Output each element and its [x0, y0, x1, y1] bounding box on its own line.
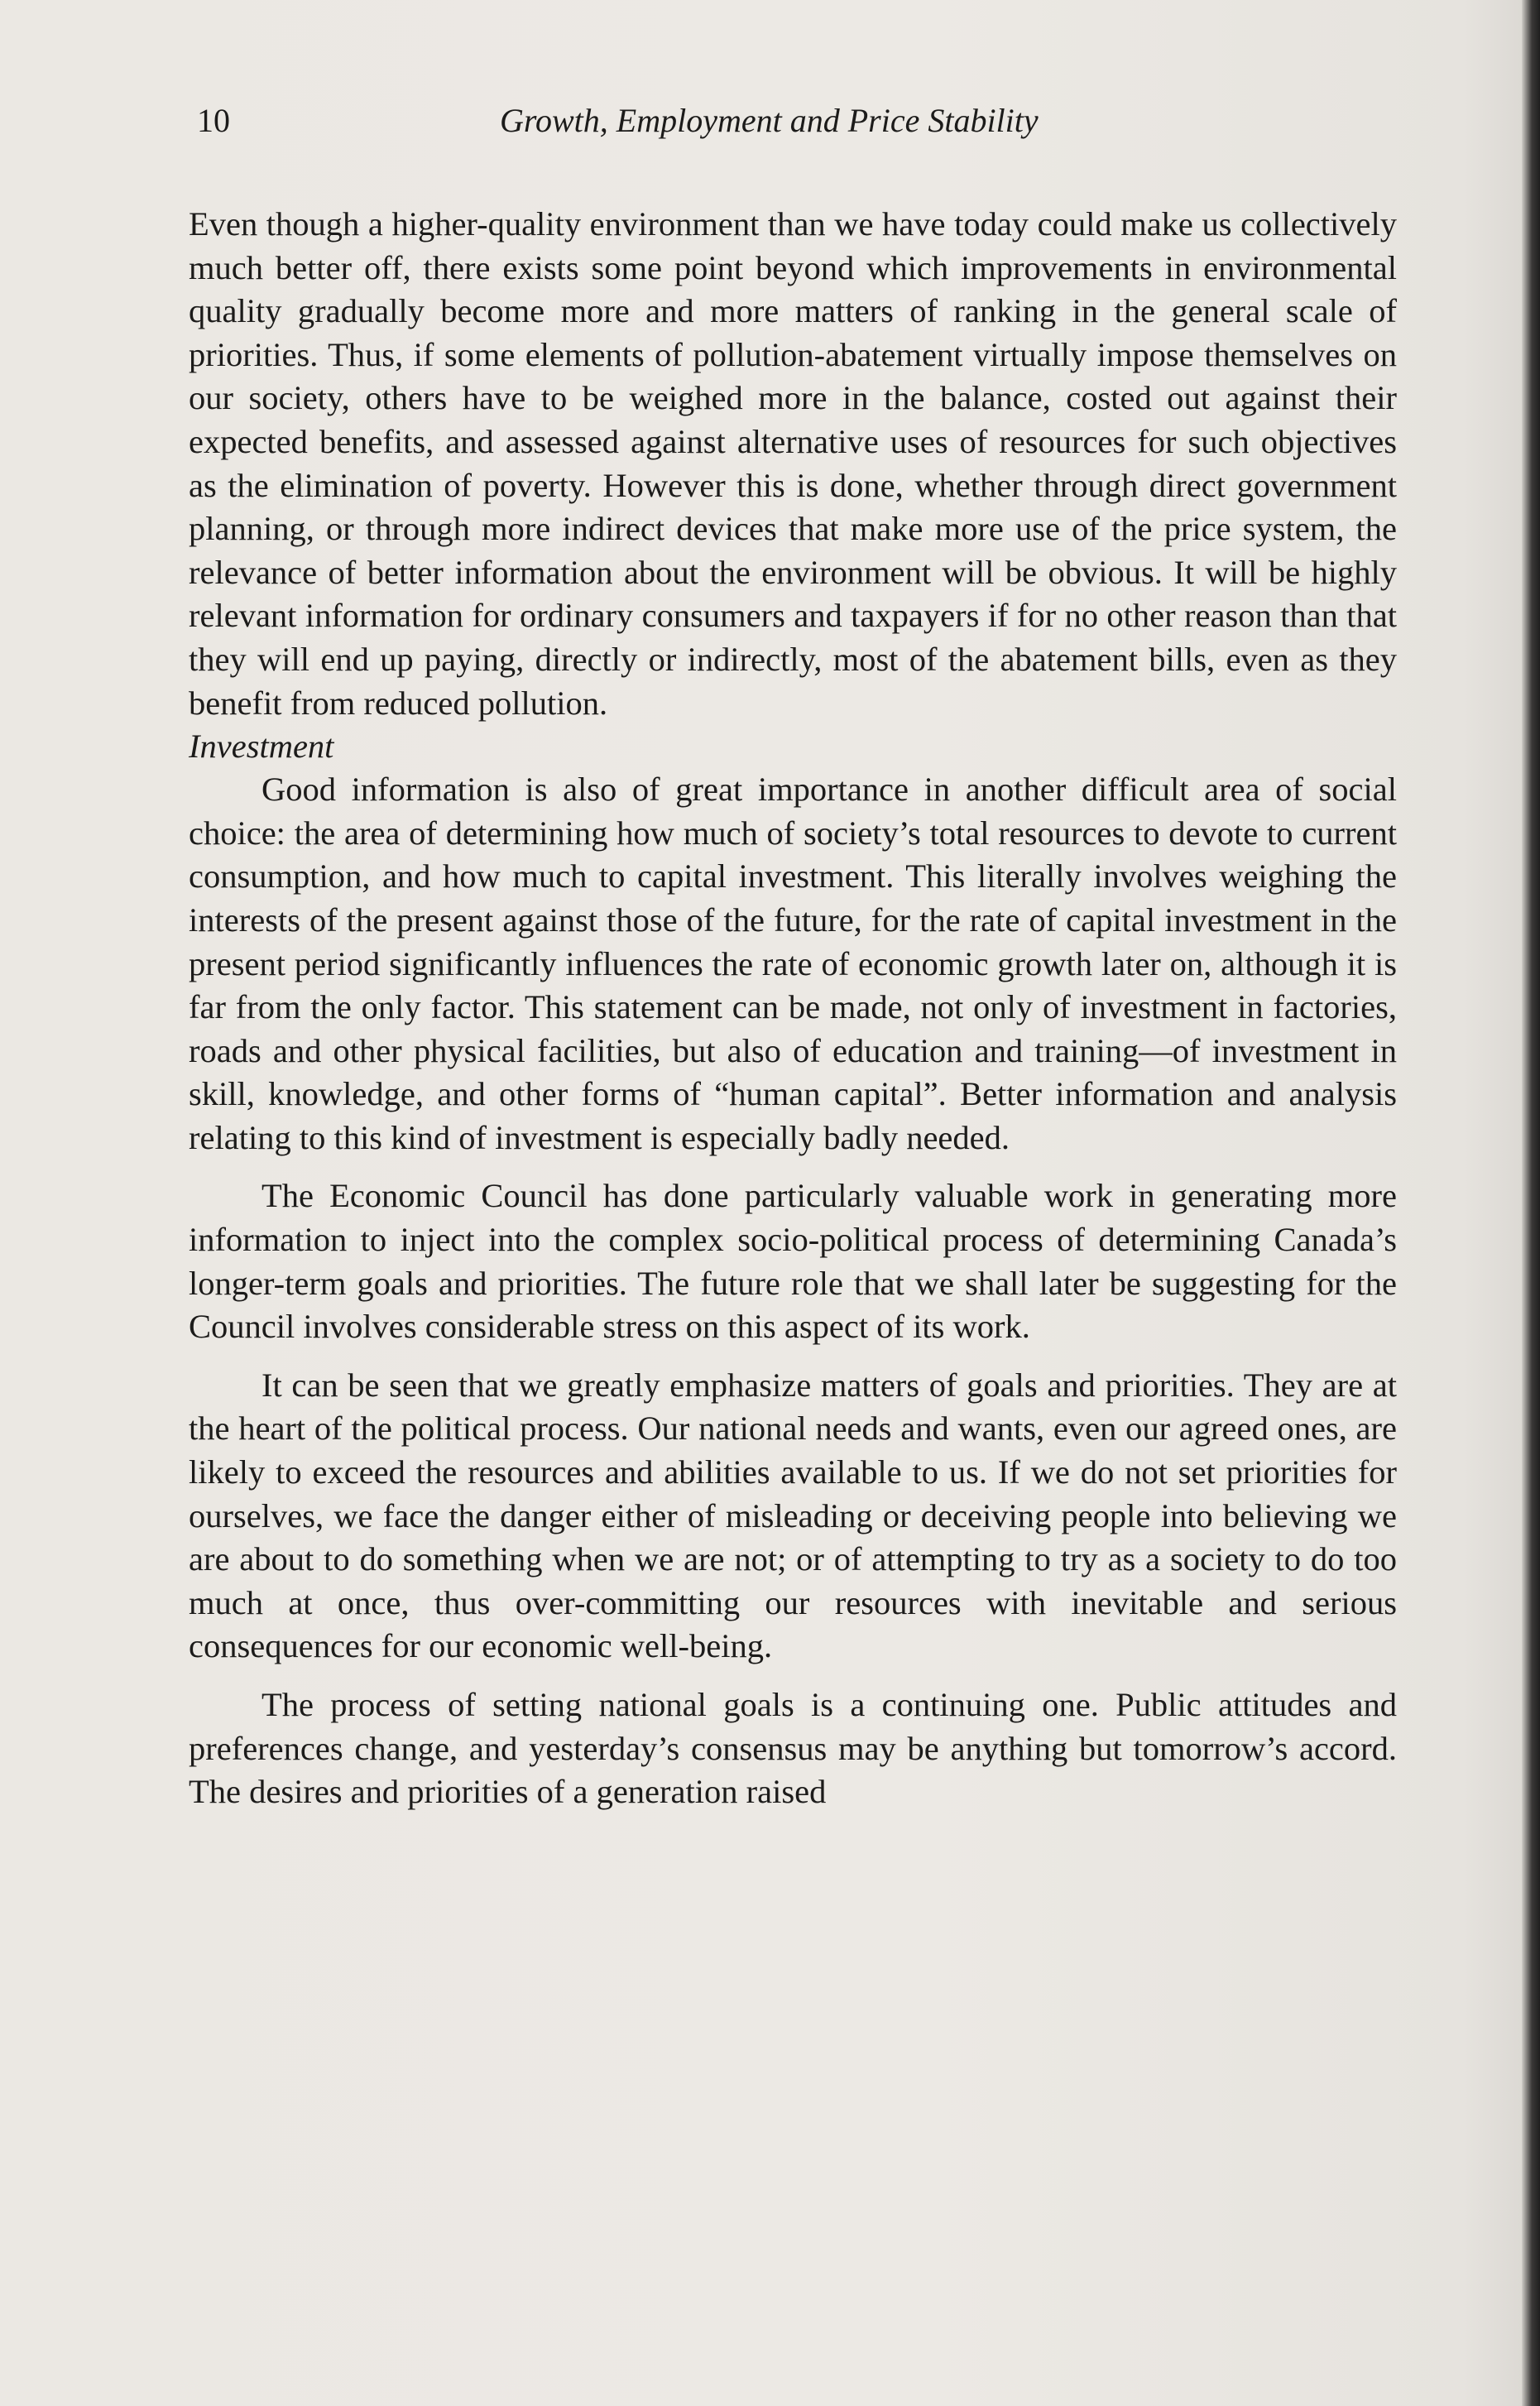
section-heading-investment: Investment	[189, 728, 334, 766]
page-edge-shadow	[1522, 0, 1540, 2406]
paragraph-investment: Good information is also of great importance in another difficult area of social choice: the area of determining how much of society’s total resources to devote to current consumption, and how much to capital investment. This literally involves weighing the interests of the present against those of the future, for the rate of capital investment in the present period significantly influences the rate of economic growth later on, although it is far from the only factor. This statement can be made, not only of investment in factories, roads and other physical facilities, but also of education and training—of investment in skill, knowledge, and other forms of “human capital”. Better information and analysis relating to this kind of investment is especially badly needed.	[189, 771, 1397, 1156]
page-number: 10	[197, 102, 230, 139]
paragraph-national-goals: The process of setting national goals is a continuing one. Public attitudes and preferences change, and yesterday’s consensus may be anything but tomorrow’s accord. The desires and priorities of a generation raised	[189, 1686, 1397, 1811]
running-head	[197, 98, 1413, 144]
body-text	[189, 203, 1397, 1814]
paragraph-goals-priorities: It can be seen that we greatly emphasize matters of goals and priorities. They are at the heart of the political process. Our national needs and wants, even our agreed ones, are likely to exceed the resources and abilities available to us. If we do not set priorities for ourselves, we face the danger either of misleading or deceiving people into believing we are about to do something when we are not; or of attempting to try as a society to do too much at once, thus over-committing our resources with inevitable and serious consequences for our economic well-being.	[189, 1366, 1397, 1665]
running-title: Growth, Employment and Price Stability	[500, 102, 1039, 139]
paragraph-environment: Even though a higher-quality environment than we have today could make us collectively much better off, there exists some point beyond which improvements in environmental quality gradually become more and more matters of ranking in the general scale of priorities. Thus, if some elements of pollution-abatement virtually impose themselves on our society, others have to be weighed more in the balance, costed out against their expected benefits, and assessed against alternative uses of resources for such objectives as the elimination of poverty. However this is done, whether through direct government planning, or through more indirect devices that make more use of the price system, the relevance of better information about the environment will be obvious. It will be highly relevant information for ordinary consumers and taxpayers if for no other reason than that they will end up paying, directly or indirectly, most of the abatement bills, even as they benefit from reduced pollution.	[189, 205, 1397, 722]
paragraph-economic-council: The Economic Council has done particularly valuable work in generating more information to inject into the complex socio-political process of determining Canada’s longer-term goals and priorities. The future role that we shall later be suggesting for the Council involves considerable stress on this aspect of its work.	[189, 1177, 1397, 1346]
